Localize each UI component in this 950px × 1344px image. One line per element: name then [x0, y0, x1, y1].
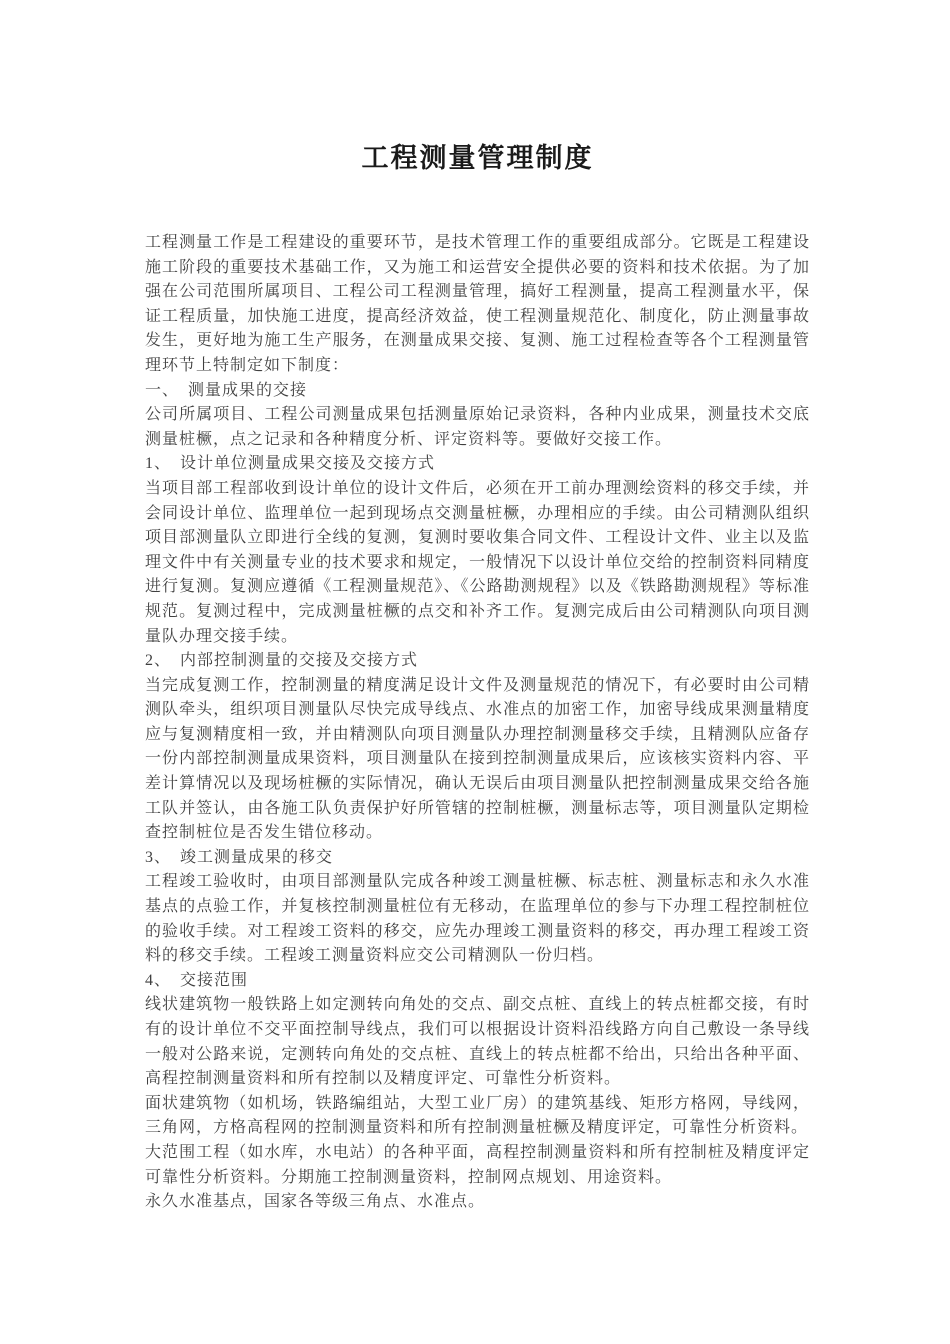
document-title: 工程测量管理制度 — [361, 143, 594, 173]
paragraph-subsection-2: 当完成复测工作，控制测量的精度满足设计文件及测量规范的情况下，有必要时由公司精测队牵头，组织项目测量队尽快完成导线点、水准点的加密工作，加密导线成果测量精度应与复测精度相一致，并由精测队向项目测量队办理控制测量移交手续，且精测队应备存一份内部控制测量成果资料，项目测量队在接到控制测量成果后，应该核实资料内容、平差计算情况以及现场桩橛的实际情况，确认无误后由项目测量队把控制测量成果交给各施工队并签认，由各施工队负责保护好所管辖的控制桩橛，测量标志等，项目测量队定期检查控制桩位是否发生错位移动。 — [145, 676, 810, 842]
subsection-heading-3: 3、 竣工测量成果的移交 — [145, 848, 334, 866]
paragraph-subsection-3: 工程竣工验收时，由项目部测量队完成各种竣工测量桩橛、标志桩、测量标志和永久水准基点的点验工作，并复核控制测量桩位有无移动，在监理单位的参与下办理工程控制桩位的验收手续。对工程竣工资料的移交，应先办理竣工测量资料的移交，再办理工程竣工资料的移交手续。工程竣工测量资料应交公司精测队一份归档。 — [145, 873, 810, 965]
paragraph-intro: 工程测量工作是工程建设的重要环节，是技术管理工作的重要组成部分。它既是工程建设施工阶段的重要技术基础工作，又为施工和运营安全提供必要的资料和技术依据。为了加强在公司范围所属项目、工程公司工程测量管理，搞好工程测量，提高工程测量水平，保证工程质量，加快施工进度，提高经济效益，使工程测量规范化、制度化，防止测量事故发生，更好地为施工生产服务，在测量成果交接、复测、施工过程检查等各个工程测量管理环节上特制定如下制度： — [145, 234, 810, 374]
paragraph-subsection-4a: 线状建筑物一般铁路上如定测转向角处的交点、副交点桩、直线上的转点桩都交接，有时有的设计单位不交平面控制导线点，我们可以根据设计资料沿线路方向自己敷设一条导线一般对公路来说，定测转向角处的交点桩、直线上的转点桩都不给出，只给出各种平面、高程控制测量资料和所有控制以及精度评定、可靠性分析资料。 — [145, 996, 810, 1088]
paragraph-subsection-4b: 面状建筑物（如机场，铁路编组站，大型工业厂房）的建筑基线、矩形方格网，导线网，三角网，方格高程网的控制测量资料和所有控制测量桩橛及精度评定，可靠性分析资料。 — [145, 1094, 810, 1137]
paragraph-subsection-4c: 大范围工程（如水库，水电站）的各种平面，高程控制测量资料和所有控制桩及精度评定可靠性分析资料。分期施工控制测量资料，控制网点规划、用途资料。 — [145, 1143, 810, 1186]
paragraph-subsection-4d: 永久水准基点，国家各等级三角点、水准点。 — [145, 1193, 486, 1211]
subsection-heading-4: 4、 交接范围 — [145, 971, 249, 989]
section-heading-1: 一、 测量成果的交接 — [145, 381, 308, 399]
paragraph-subsection-1: 当项目部工程部收到设计单位的设计文件后，必须在开工前办理测绘资料的移交手续，并会同设计单位、监理单位一起到现场点交测量桩橛，办理相应的手续。由公司精测队组织项目部测量队立即进行全线的复测，复测时要收集合同文件、工程设计文件、业主以及监理文件中有关测量专业的技术要求和规定，一般情况下以设计单位交给的控制资料同精度进行复测。复测应遵循《工程测量规范》、《公路勘测规程》以及《铁路勘测规程》等标准规范。复测过程中，完成测量桩橛的点交和补齐工作。复测完成后由公司精测队向项目测量队办理交接手续。 — [145, 479, 810, 645]
subsection-heading-2: 2、 内部控制测量的交接及交接方式 — [145, 652, 419, 670]
document-body — [145, 231, 810, 1215]
subsection-heading-1: 1、 设计单位测量成果交接及交接方式 — [145, 455, 436, 473]
paragraph-section-1: 公司所属项目、工程公司测量成果包括测量原始记录资料，各种内业成果，测量技术交底测量桩橛，点之记录和各种精度分析、评定资料等。要做好交接工作。 — [145, 406, 810, 448]
